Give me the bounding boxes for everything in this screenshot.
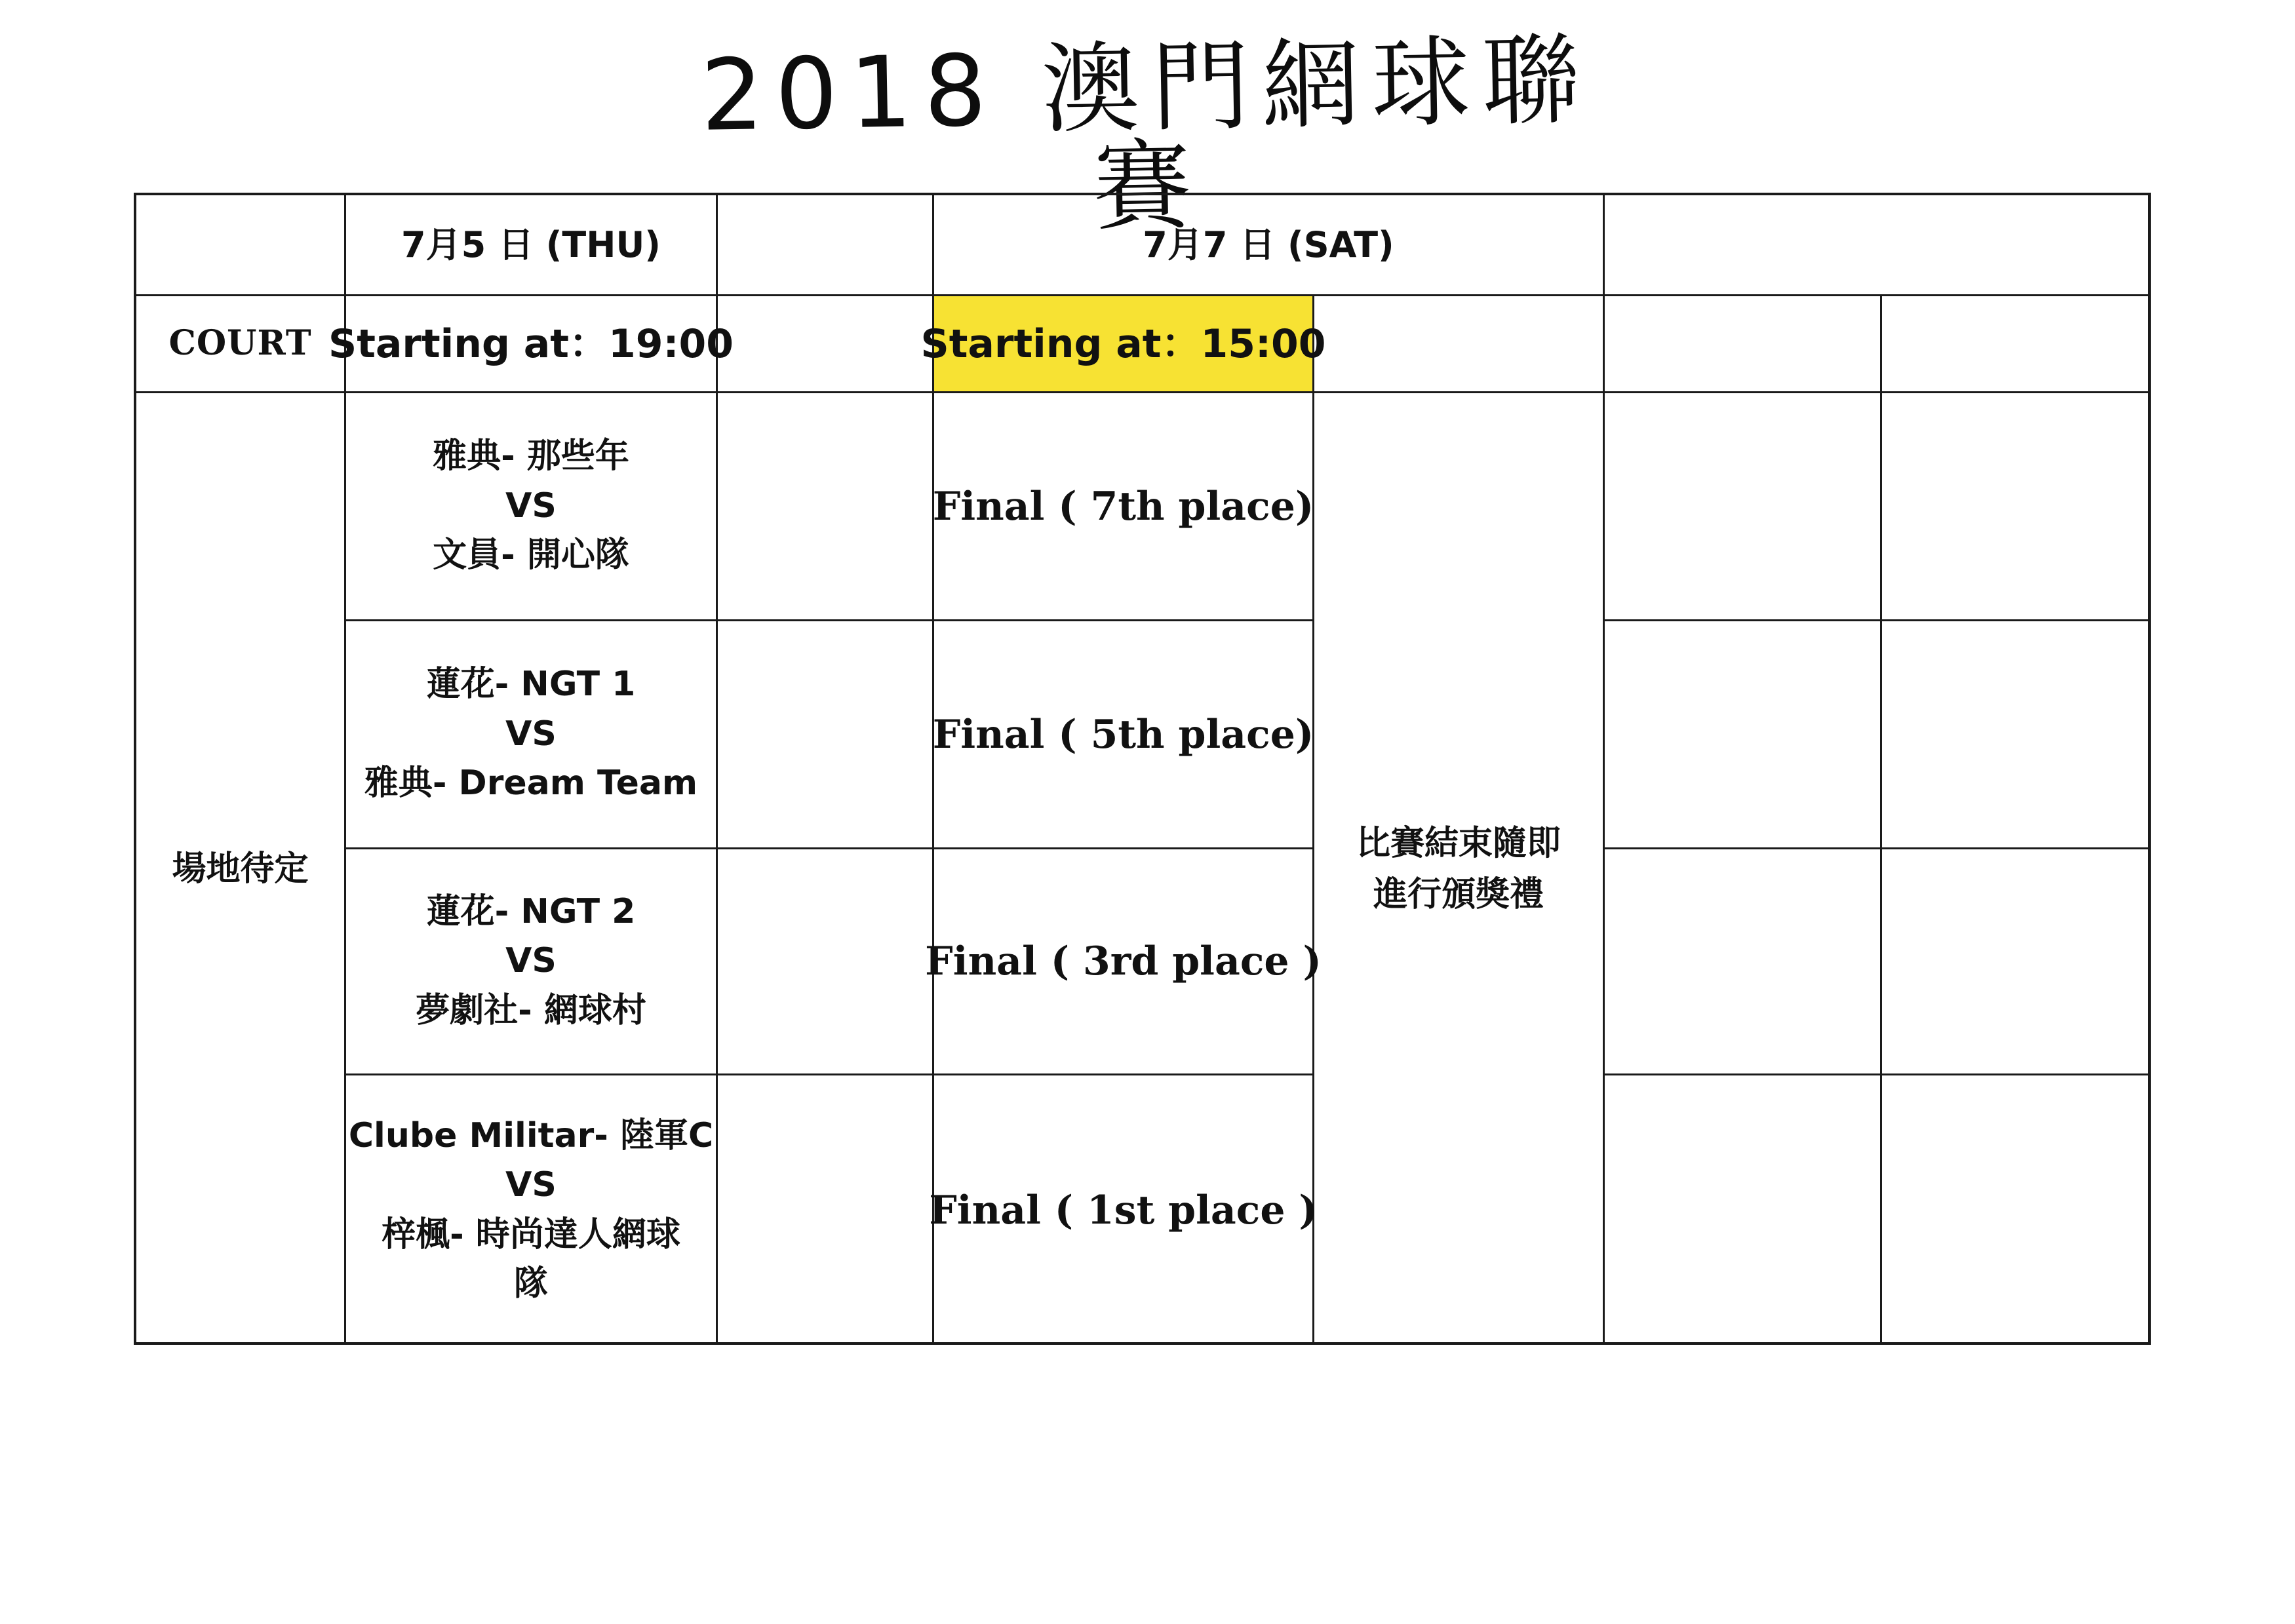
empty-cell bbox=[718, 296, 934, 393]
header-date-thu: 7月5 日 (THU) bbox=[346, 195, 718, 296]
match-team2: 文員- 開心隊 bbox=[433, 535, 629, 575]
empty-cell bbox=[718, 393, 934, 621]
venue-tbd: 場地待定 bbox=[136, 393, 346, 1345]
match-team1: Clube Militar- 陸軍C bbox=[348, 1115, 714, 1155]
match-vs: VS bbox=[505, 714, 557, 754]
final-7th-place: Final ( 7th place) bbox=[934, 393, 1314, 621]
empty-cell bbox=[1605, 296, 1882, 393]
match-team1: 蓮花- NGT 2 bbox=[426, 891, 636, 931]
empty-cell bbox=[1882, 621, 2150, 849]
match-team2: 雅典- Dream Team bbox=[364, 764, 698, 803]
empty-cell bbox=[718, 1075, 934, 1345]
schedule-table bbox=[134, 193, 2151, 1345]
match-vs: VS bbox=[505, 1165, 557, 1205]
match-team1: 蓮花- NGT 1 bbox=[426, 665, 636, 705]
match-2 bbox=[346, 621, 718, 849]
empty-cell bbox=[1882, 849, 2150, 1075]
match-team2: 梓楓- 時尚達人網球 bbox=[382, 1214, 680, 1254]
match-3 bbox=[346, 849, 718, 1075]
empty-cell bbox=[1314, 296, 1605, 393]
ceremony-line-2: 進行頒獎禮 bbox=[1373, 875, 1544, 914]
award-ceremony-note bbox=[1314, 393, 1605, 1345]
final-1st-place: Final ( 1st place ) bbox=[934, 1075, 1314, 1345]
empty-cell bbox=[1605, 1075, 1882, 1345]
match-team2: 夢劇社- 網球村 bbox=[416, 990, 646, 1030]
final-3rd-place: Final ( 3rd place ) bbox=[934, 849, 1314, 1075]
match-4 bbox=[346, 1075, 718, 1345]
final-5th-place: Final ( 5th place) bbox=[934, 621, 1314, 849]
header-date-sat: 7月7 日 (SAT) bbox=[934, 195, 1605, 296]
empty-cell bbox=[1882, 296, 2150, 393]
header-empty-cell bbox=[1605, 195, 2150, 296]
match-team2-continued: 隊 bbox=[513, 1264, 548, 1304]
ceremony-line-1: 比賽結束隨即 bbox=[1356, 824, 1561, 863]
header-empty-cell bbox=[718, 195, 934, 296]
empty-cell bbox=[1605, 393, 1882, 621]
match-1 bbox=[346, 393, 718, 621]
start-time-sat: Starting at：15:00 bbox=[934, 296, 1314, 393]
match-vs: VS bbox=[505, 941, 557, 981]
match-vs: VS bbox=[505, 486, 557, 526]
empty-cell bbox=[718, 849, 934, 1075]
court-label: COURT bbox=[136, 296, 346, 393]
empty-cell bbox=[1882, 393, 2150, 621]
header-corner-cell bbox=[136, 195, 346, 296]
start-time-thu: Starting at：19:00 bbox=[346, 296, 718, 393]
page-title: 2018 澳門網球聯賽 bbox=[699, 24, 1593, 245]
empty-cell bbox=[1882, 1075, 2150, 1345]
empty-cell bbox=[718, 621, 934, 849]
empty-cell bbox=[1605, 849, 1882, 1075]
empty-cell bbox=[1605, 621, 1882, 849]
match-team1: 雅典- 那些年 bbox=[433, 436, 629, 476]
